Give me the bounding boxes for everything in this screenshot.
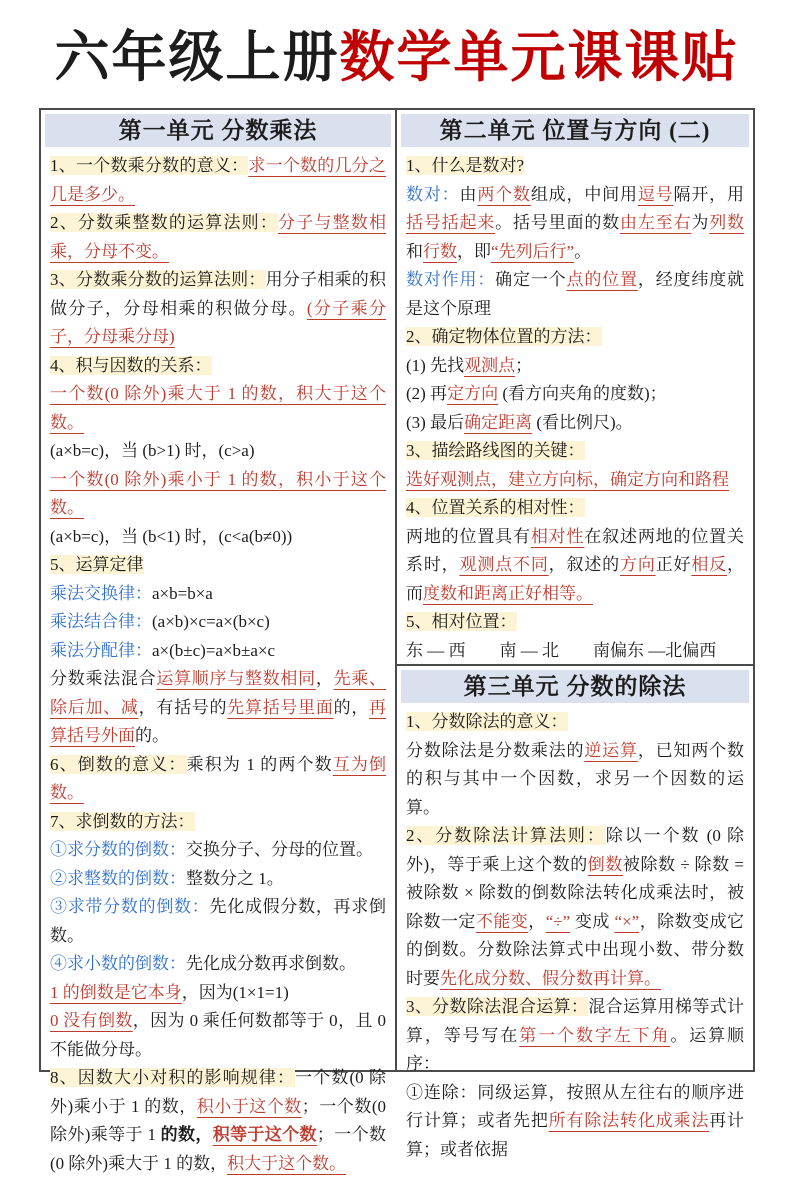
text-segment: 行数 [423,241,457,261]
paragraph [50,836,386,865]
text-segment: 在叙述两地的位置关系时， [406,526,745,574]
text-segment: 1、一个数乘分数的意义： [50,156,249,175]
paragraph [406,266,744,323]
text-segment: 变成 [570,911,615,931]
text-segment: 的。 [135,726,169,745]
paragraph [406,152,744,181]
text-segment: 被除数 ÷ 除数 = 被除数 × 除数的倒数除法转化成乘法时，被除数一定 [406,854,745,931]
text-segment: 4、位置关系的相对性： [406,498,585,517]
paragraph [406,993,744,1079]
text-segment: 倒数 [587,854,623,874]
text-segment: 1 的倒数是它本身 [50,982,182,1002]
paragraph [50,751,386,808]
text-segment: 2、分数除法计算法则： [406,826,606,845]
column-right [397,110,753,1159]
text-segment: 。括号里面的数 [495,213,621,232]
text-segment: 。 [574,241,592,261]
text-segment: a×(b±c)=a×b±a×c [152,640,276,660]
text-segment: a×b=b×a [152,583,213,603]
text-segment: (a×b=c)，当 (b>1) 时，(c>a) [50,441,255,460]
text-segment: 两个数 [477,184,531,204]
paragraph [406,409,744,438]
text-segment: ； [515,355,533,375]
text-segment: ，叙述的 [548,555,621,574]
section-header: 第一单元 分数乘法 [45,114,391,147]
text-segment: “÷” [545,911,571,931]
text-segment: 相反 [691,555,728,574]
text-segment: 不能变 [475,911,529,931]
paragraph [50,865,386,894]
text-segment: 所有除法转化成乘法 [548,1111,710,1130]
paragraph [406,737,744,823]
text-segment: 分数除法是分数乘法的 [406,740,585,760]
text-segment: ，而 [406,555,745,603]
text-segment: ①连除：同级运算，按照从左往右的顺序进行计算；或者先把 [406,1082,744,1130]
text-segment: (a×b)×c=a×(b×c) [152,612,270,631]
text-segment: ③求带分数的倒数： [50,897,210,916]
paragraph [406,1079,744,1165]
section-body [397,705,753,1164]
text-segment: ，有括号的 [138,697,228,717]
paragraph [50,209,386,266]
paragraph [50,152,386,209]
text-segment: ，因为 0 乘任何数都等于 0，且 0 不能做分母。 [50,1011,387,1059]
text-segment: 交换分子、分母的位置。 [186,840,373,859]
text-segment: 混合运算用梯等式计算，等号写在 [406,997,745,1045]
text-segment: 乘积为 1 的两个数 [186,754,333,774]
text-segment: 度数和距离正好相等。 [423,583,593,603]
paragraph [406,523,744,609]
text-segment: (3) 最后 [406,412,465,432]
text-segment: 定方向 [447,384,499,403]
paragraph [50,1064,386,1178]
paragraph [406,181,744,267]
text-segment: 乘法交换律： [50,583,152,603]
paragraph [406,637,744,666]
text-segment: ①求分数的倒数： [50,840,186,859]
paragraph [50,665,386,751]
text-segment: 分数乘法混合 [50,669,157,688]
text-segment: 整数分之 1。 [186,868,284,888]
notes-sheet [39,108,755,1173]
text-segment: 观测点 [464,355,516,375]
text-segment: 5、运算定律 [50,555,144,574]
text-segment: 求一个数的几分之几是多少。 [50,156,387,204]
text-segment: 再算括号外面 [50,697,387,745]
text-segment: 1、什么是数对? [406,156,525,175]
paragraph [50,979,386,1008]
text-segment: 先乘、除后加、减 [50,669,387,717]
text-segment: ， [315,669,334,688]
text-segment: 3、分数除法混合运算： [406,997,589,1016]
text-segment: 和 [406,241,423,261]
text-segment: 先化成分数再求倒数。 [186,954,356,973]
text-segment: ，除数变成它的倒数。分数除法算式中出现小数、带分数时要 [406,911,745,988]
column-left [41,110,397,1173]
section-header: 第三单元 分数的除法 [401,670,749,703]
text-segment: 2、确定物体位置的方法： [406,327,602,346]
paragraph [50,893,386,950]
text-segment: 隔开，用 [673,184,745,204]
text-segment: ；一个数(0 除外)乘大于 1 的数， [50,1125,387,1173]
section-header: 第二单元 位置与方向 (二) [401,114,749,147]
section-unit3 [397,666,753,1164]
text-segment: ， [528,911,546,931]
section-body [41,149,395,1178]
text-segment: 2、分数乘整数的运算法则： [50,213,279,232]
text-segment: 相对性 [530,526,585,546]
paragraph [406,494,744,523]
section-unit2 [397,110,753,666]
text-segment: 3、分数乘分数的运算法则： [50,270,266,289]
text-segment: 1、分数除法的意义： [406,712,568,731]
text-segment: 观测点不同 [459,555,549,574]
text-segment: 3、描绘路线图的关键： [406,441,585,460]
text-segment: ，因为(1×1=1) [181,982,289,1002]
text-segment: (1) 先找 [406,355,465,375]
text-segment: 积小于这个数 [196,1096,302,1116]
text-segment: 0 没有倒数 [50,1011,133,1030]
text-segment: 两地的位置具有 [406,526,531,546]
text-segment: 8、因数大小对积的影响规律： [50,1068,296,1087]
paragraph [50,466,386,523]
text-segment: 。运算顺序： [406,1025,745,1073]
paragraph [50,352,386,381]
text-segment: 点的位置 [566,270,638,289]
text-segment: 数对： [406,184,460,204]
text-segment: 7、求倒数的方法： [50,811,195,831]
text-segment: 先化成假分数，再求倒数。 [50,897,386,945]
paragraph [406,608,744,637]
text-segment: 由 [459,184,478,204]
text-segment: 为 [691,213,710,232]
text-segment: 互为倒数。 [50,754,387,802]
text-segment: 方向 [620,555,656,574]
text-segment: (看比例尺)。 [532,412,633,432]
text-segment: 东 — 西 南 — 北 南偏东 —北偏西 [406,640,717,660]
text-segment: 乘法结合律： [50,612,152,631]
paragraph [406,437,744,466]
text-segment: ，即 [457,241,491,261]
page-title-grade: 六年级上册 [54,27,340,88]
text-segment: 积等于这个数 [212,1125,317,1144]
text-segment: 乘法分配律： [50,640,152,660]
paragraph [50,551,386,580]
page-title [0,22,793,94]
text-segment: 一个数(0 除外)乘小于 1 的数， [50,1068,386,1116]
text-segment: 正好 [655,555,692,574]
paragraph [50,1007,386,1064]
text-segment: “×” [614,911,640,931]
text-segment: 再计算；或者依据 [406,1111,745,1159]
paragraph [406,708,744,737]
page-title-subject: 数学单元课课贴 [339,27,739,88]
paragraph [50,437,386,466]
text-segment: 除以一个数 (0 除外)，等于乘上这个数的 [406,826,745,874]
text-segment: 列数 [709,213,745,232]
text-segment: 选好观测点，建立方向标，确定方向和路程 [406,469,729,489]
text-segment: 先算括号里面 [227,697,334,717]
text-segment: (分子乘分子，分母乘分母) [50,298,386,346]
text-segment: ；一个数(0 除外)乘等于 1 [50,1096,386,1144]
paragraph [406,380,744,409]
text-segment: 5、相对位置： [406,612,517,631]
text-segment: 组成，中间用 [530,184,638,204]
text-segment: 运算顺序与整数相同 [156,669,316,688]
paragraph [50,637,386,666]
text-segment: 先化成分数、假分数再计算。 [440,968,661,988]
paragraph [406,822,744,993]
text-segment: 第一个数字左下角 [519,1025,671,1045]
paragraph [50,523,386,552]
text-segment: ，已知两个数的积与其中一个因数，求另一个因数的运算。 [406,740,745,817]
text-segment: 一个数(0 除外)乘大于 1 的数，积大于这个数。 [50,384,386,432]
text-segment: 分子与整数相乘，分母不变。 [50,213,387,261]
paragraph [50,380,386,437]
text-segment: 6、倒数的意义： [50,754,187,774]
text-segment: 的数， [160,1125,213,1144]
paragraph [50,808,386,837]
paragraph [406,323,744,352]
section-body [397,149,753,665]
text-segment: 确定距离 [464,412,533,432]
text-segment: (a×b=c)，当 (b<1) 时，(c<a(b≠0)) [50,526,293,546]
text-segment: 确定一个 [495,270,567,289]
paragraph [50,950,386,979]
text-segment: 由左至右 [620,213,692,232]
text-segment: ④求小数的倒数： [50,954,186,973]
section-unit1 [41,110,395,1178]
paragraph [406,466,744,495]
text-segment: 逗号 [637,184,674,204]
text-segment: (看方向夹角的度数)； [498,384,667,403]
text-segment: 数对作用： [406,270,496,289]
text-segment: 积大于这个数。 [227,1153,347,1173]
text-segment: ②求整数的倒数： [50,868,186,888]
paragraph [50,580,386,609]
text-segment: 一个数(0 除外)乘小于 1 的数，积小于这个数。 [50,469,386,517]
text-segment: (2) 再 [406,384,448,403]
text-segment: 的， [333,697,370,717]
text-segment: ，经度纬度就是这个原理 [406,270,745,318]
text-segment: 用分子相乘的积做分子，分母相乘的积做分母。 [50,270,387,318]
paragraph [50,266,386,352]
paragraph [406,352,744,381]
text-segment: 逆运算 [584,740,638,760]
text-segment: 4、积与因数的关系： [50,355,212,375]
paragraph [50,608,386,637]
text-segment: 括号括起来 [406,213,496,232]
text-segment: “先列后行” [491,241,575,261]
